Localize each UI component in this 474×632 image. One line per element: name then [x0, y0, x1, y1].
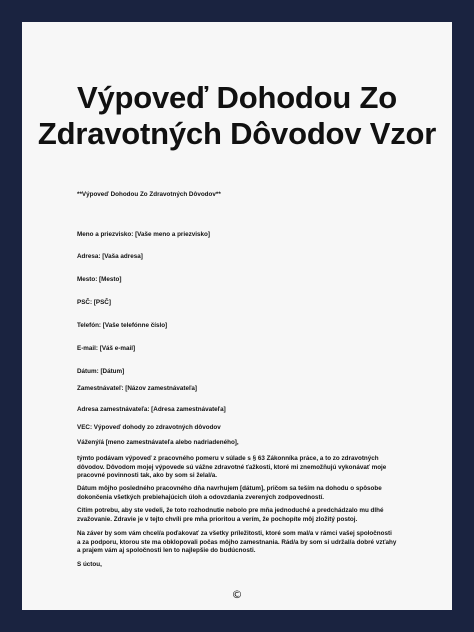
field-date: Dátum: [Dátum]: [77, 368, 125, 375]
body-paragraph-2: Dátum môjho posledného pracovného dňa navrhujem [dátum], pričom sa teším na dohodu o spôsobe dokončenia všetkých prebiehajúcich úloh a odovzdania zverených zodpovedností.: [77, 485, 382, 501]
field-address: Adresa: [Vaša adresa]: [77, 253, 143, 260]
body-paragraph-4: Na záver by som vám chcel/a poďakovať za všetky príležitosti, ktoré som mal/a v rámci vašej spoločnosti a za podporu, ktorou ste ma obklopovali počas môjho zamestnania. Rád/a by som si udržal/a dobré vzťahy a prajem vám aj spoločnosti len to najlepšie do budúcnosti.: [77, 530, 397, 555]
field-name: Meno a priezvisko: [Vaše meno a priezvisko]: [77, 231, 210, 238]
subject-line: VEC: Výpoveď dohody zo zdravotných dôvodov: [77, 424, 221, 431]
document-title: Výpoveď Dohodou Zo Zdravotných Dôvodov Vzor: [37, 80, 437, 151]
body-paragraph-3: Cítim potrebu, aby ste vedeli, že toto rozhodnutie nebolo pre mňa jednoduché a predchádzalo mu dlhé zvažovanie. Zdravie je v tejto chvíli pre mňa prioritou a verím, že pochopíte môj zložitý postoj.: [77, 507, 384, 523]
copyright-icon: ©: [231, 588, 243, 601]
field-employer: Zamestnávateľ: [Názov zamestnávateľa]: [77, 385, 197, 392]
field-city: Mesto: [Mesto]: [77, 276, 122, 283]
salutation: Vážený/á [meno zamestnávateľa alebo nadriadeného],: [77, 439, 239, 446]
body-paragraph-1: týmto podávam výpoveď z pracovného pomeru v súlade s § 63 Zákonníka práce, a to zo zdravotných dôvodov. Dôvodom mojej výpovede sú vážne zdravotné ťažkosti, ktoré mi znemožňujú vykonávať moje pracovné povinnosti tak, ako by som si želal/a.: [77, 455, 387, 480]
closing-line: S úctou,: [77, 561, 102, 568]
field-employer-address: Adresa zamestnávateľa: [Adresa zamestnávateľa]: [77, 406, 226, 413]
field-email: E-mail: [Váš e-mail]: [77, 345, 136, 352]
field-postcode: PSČ: [PSČ]: [77, 299, 111, 306]
heading-line: **Výpoveď Dohodou Zo Zdravotných Dôvodov**: [77, 191, 221, 198]
document-page: [22, 22, 452, 610]
field-phone: Telefón: [Vaše telefónne číslo]: [77, 322, 168, 329]
